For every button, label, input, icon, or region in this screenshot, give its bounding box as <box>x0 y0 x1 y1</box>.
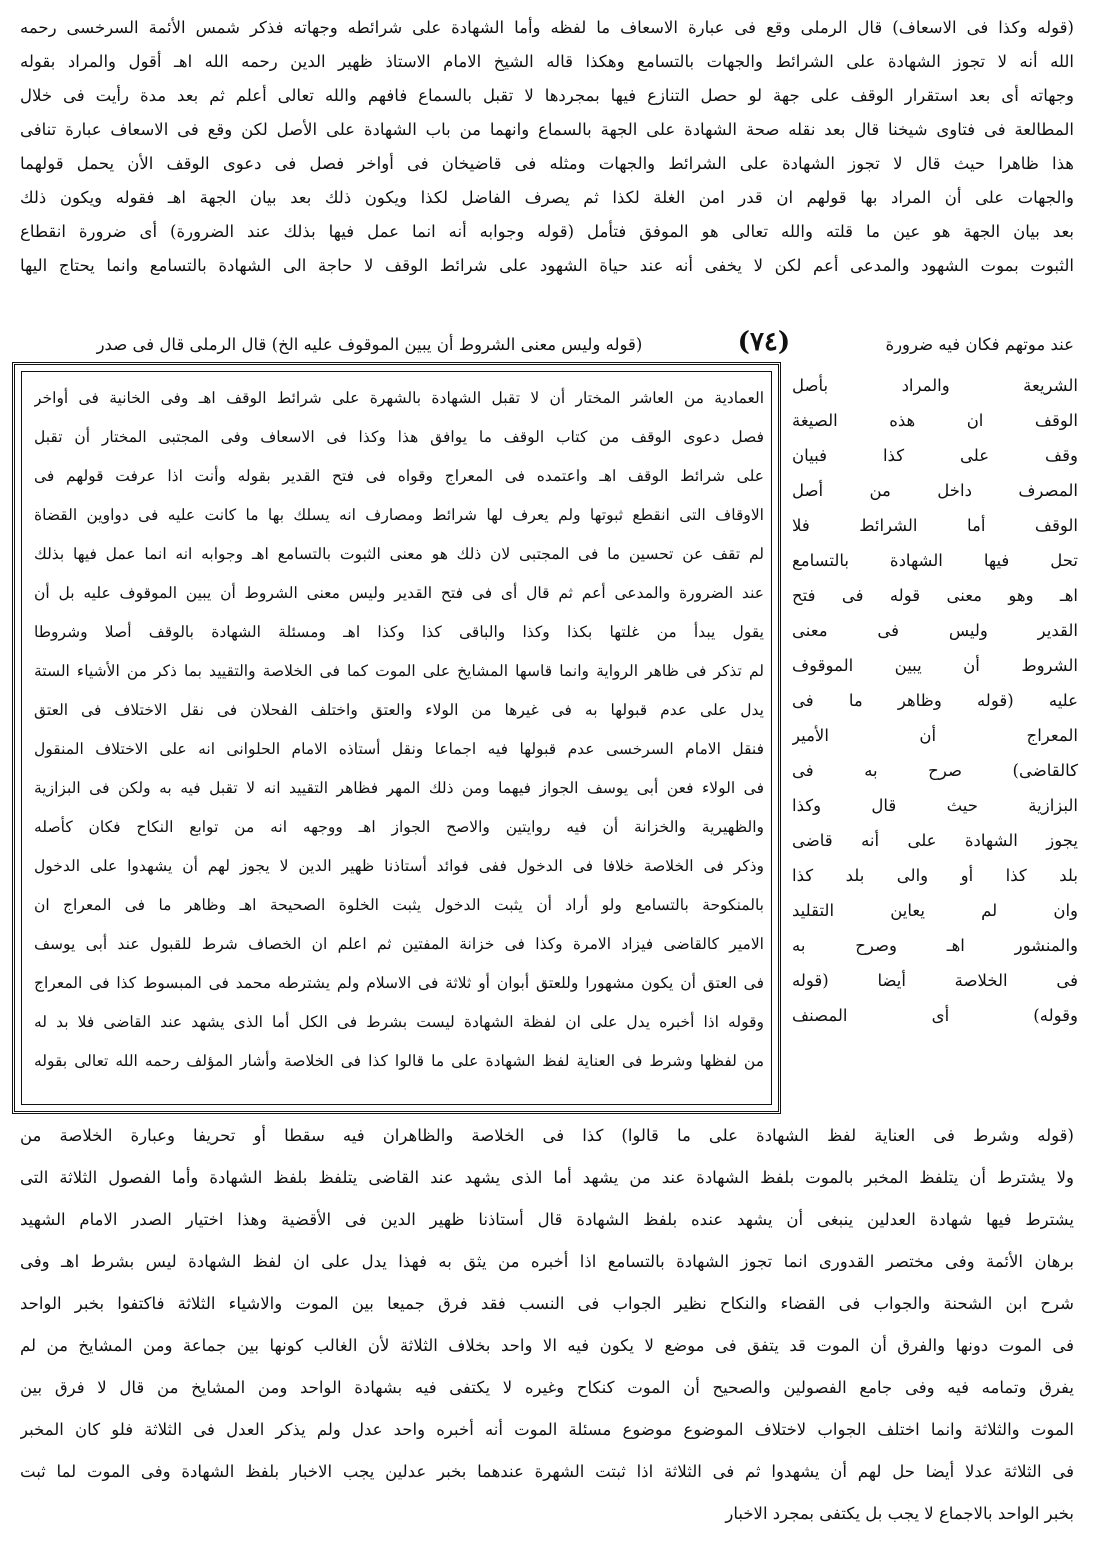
side-line: الوقف ان هذه الصيغة <box>792 411 1078 430</box>
top-line: بعد بيان الجهة هو عين ما قلته والله تعالى هو الموفق فتأمل (قوله وجوابه أنه انما عمل فيها بذلك عند الضرورة) أى ضرورة انقطاع <box>20 222 1074 241</box>
side-line: عليه (قوله وظاهر ما فى <box>792 691 1078 710</box>
side-line: كالقاضى) صرح به فى <box>792 761 1078 780</box>
bottom-line: يفرق وتمامه فيه وفى جامع الفصولين والصحيح أن الموت كنكاح وغيره لا يكتفى فيه بشهادة الواحد ومن المشايخ من قال لا فرق بين <box>20 1378 1074 1397</box>
main-text-box <box>12 362 781 1114</box>
top-line: والجهات على أن المراد بها قولهم ان قدر امن الغلة لكذا ثم يصرف الفاضل لكذا ويكون ذلك بعد بيان الجهة اهـ فقوله ويكون ذلك <box>20 188 1074 207</box>
bottom-line: الموت والثلاثة وانما اختلف الجواب لاختلاف الموضوع موضوع مسئلة الموت أنه أخبره واحد عدل ولم يذكر العدل فى الثلاثة فلو كان المخبر <box>20 1420 1074 1439</box>
side-line: تحل فيها الشهادة بالتسامع <box>792 551 1078 570</box>
box-line: وذكر فى الخلاصة خلافا فى الدخول ففى فوائد أستاذنا ظهير الدين لا يجوز لهم أن يشهدوا على الدخول <box>34 857 764 875</box>
side-margin-commentary <box>792 370 1078 1120</box>
box-line: بالمنكوحة بالتسامع ولو أراد أن يثبت الدخول يثبت الخلوة الصحيحة اهـ وظاهر ما فى المعراج ان <box>34 896 764 914</box>
box-line: الاوقاف التى انقطع ثبوتها ولم يعرف لها شرائط ومصارف انه يسلك بها ما كانت عليه فى دواوين القضاة <box>34 506 764 524</box>
bottom-line: بخبر الواحد بالاجماع لا يجب بل يكتفى بمجرد الاخبار <box>725 1504 1074 1523</box>
bottom-line: فى الثلاثة عدلا أيضا حل لهم أن يشهدوا ثم فى الثلاثة اذا ثبتت الشهرة عندهما بخبر عدلين يجب الاخبار بلفظ الشهادة وفى الموت لما ثبت <box>20 1462 1074 1481</box>
box-line: يدل على عدم قبولها به فى غيرها من الولاء والعتق واختلف الفحلان فى نقل الاختلاف فى العتق <box>34 701 764 719</box>
box-line: لم تقف عن تحسين ما فى المجتبى لان ذلك هو معنى الثبوت بالتسامع اهـ وجوابه انه انما عمل فيها بذلك <box>34 545 764 563</box>
top-line: وجهاته أى بعد استقرار الوقف على جهة لو حصل التنازع فيها بمجردها لا تقبل بالسماع فافهم والله تعالى أعلم ثم بعد مدة رأيت فى خلال <box>20 86 1074 105</box>
bottom-line: شرح ابن الشحنة والجواب فى القضاء والنكاح نظير الجواب فى النسب فقد فرق جميعا بين الموت والاشياء الثلاثة فاكتفوا بخبر الواحد <box>20 1294 1074 1313</box>
page-number: (٧٤) <box>737 327 791 357</box>
side-line: اهـ وهو معنى قوله فى فتح <box>792 586 1078 605</box>
side-line: وان لم يعاين التقليد <box>792 901 1078 920</box>
top-line-with-page-number <box>20 326 1074 358</box>
box-line: وقوله اذا أخبره يدل على ان لفظة الشهادة ليست بشرط فى الكل أما الذى يشهد عند القاضى فلا بد له <box>34 1013 764 1031</box>
box-line: والظهيرية والخزانة أن فيه روايتين والاصح الجواز اهـ ووجهه انه من توابع النكاح فكان كأصله <box>34 818 764 836</box>
box-line: فنقل الامام السرخسى عدم قبولها فيه اجماعا ونقل أستاذه الامام الحلوانى انه على الاختلاف المنقول <box>34 740 764 758</box>
bottom-line: برهان الأئمة وفى مختصر القدورى انما تجوز الشهادة بالتسامع اذا أخبره من يثق به فهذا يدل على ان لفظ الشهادة ليس بشرط اهـ وفى <box>20 1252 1074 1271</box>
bottom-line: ولا يشترط أن يتلفظ المخبر بالموت بلفظ الشهادة عند من يشهد أما الذى يشهد عند القاضى يتلفظ بلفظ الشهادة وأما الفصول الثلاثة التى <box>20 1168 1074 1187</box>
side-line: البزازية حيث قال وكذا <box>792 796 1078 815</box>
box-line: الامير كالقاضى فيزاد الامرة وكذا فى خزانة المفتين ثم اعلم ان الخصاف شرط للقبول عند أبى يوسف <box>34 935 764 953</box>
box-line: فصل دعوى الوقف من كتاب الوقف ما يوافق هذا وكذا فى الاسعاف وفى المجتبى المختار أن تقبل <box>34 428 764 446</box>
box-line: فى العتق أن يكون مشهورا وللعتق أبوان أو ثلاثة فى الاسلام ولم يشترطه محمد فى المبسوط كذا فى المعراج <box>34 974 764 992</box>
bottom-line: فى الموت دونها والفرق أن الموت قد يتفق فى موضع لا يكون فيه الا واحد بخلاف الثلاثة لأن الغالب كونها بين جماعة ومن المشايخ من لم <box>20 1336 1074 1355</box>
side-line: المصرف داخل من أصل <box>792 481 1078 500</box>
box-line: على شرائط الوقف اهـ واعتمده فى المعراج وقواه فى فتح القدير بقوله وأنت اذا عرفت قولهم فى <box>34 467 764 485</box>
bottom-line: (قوله وشرط فى العناية لفظ الشهادة على ما قالوا) كذا فى الخلاصة والظاهران فيه سقطا أو تحريفا وعبارة الخلاصة من <box>20 1126 1074 1145</box>
side-line: وقف على كذا فبيان <box>792 446 1078 465</box>
side-line: الشريعة والمراد بأصل <box>792 376 1078 395</box>
box-line: يقول يبدأ من غلتها بكذا وكذا والباقى كذا وكذا اهـ ومسئلة الشهادة بالوقف أصلا وشروطا <box>34 623 764 641</box>
top-line: الثبوت بموت الشهود والمدعى أعم لكن لا يخفى أنه عند حياة الشهود على شرائط الوقف لا حاجة الى الشهادة بالتسامع وانما يحتاج اليها <box>20 256 1074 275</box>
top-line: عند موتهم فكان فيه ضرورة <box>885 335 1074 354</box>
bottom-line: يشترط فيها شهادة العدلين ينبغى أن يشهد عنده بلفظ الشهادة قال أستاذنا ظهير الدين فى الأقضية وهذا اختيار الصدر الامام الشهيد <box>20 1210 1074 1229</box>
side-line: الوقف أما الشرائط فلا <box>792 516 1078 535</box>
box-line: لم تذكر فى ظاهر الرواية وانما قاسها المشايخ على الموت كما فى الخلاصة والتقييد بما ذكر من الأشياء الستة <box>34 662 764 680</box>
side-line: والمنشور اهـ وصرح به <box>792 936 1078 955</box>
box-line: عند الضرورة والمدعى أعم ثم قال أى فى فتح القدير وليس معنى الشروط أن يبين الموقوف عليه بل أن <box>34 584 764 602</box>
box-line: من لفظها وشرط فى العناية لفظ الشهادة على ما قالوا كذا فى الخلاصة وأشار المؤلف رحمه الله تعالى بقوله <box>34 1052 764 1070</box>
side-line: يجوز الشهادة على أنه قاضى <box>792 831 1078 850</box>
side-line: وقوله) أى المصنف <box>792 1006 1078 1025</box>
side-line: فى الخلاصة أيضا (قوله <box>792 971 1078 990</box>
top-line: (قوله وكذا فى الاسعاف) قال الرملى وقع فى عبارة الاسعاف ما لفظه وأما الشهادة على شرائطه وجهاته فذكر شمس الأئمة السرخسى رحمه <box>20 18 1074 37</box>
top-line: المطالعة فى فتاوى شيخنا قال بعد نقله صحة الشهادة على الجهة بالسماع وانهما من باب الشهادة على الأصل لكن وقع فى الاسعاف عبارة تنافى <box>20 120 1074 139</box>
side-line: بلد كذا أو والى بلد كذا <box>792 866 1078 885</box>
box-line: العمادية من العاشر المختار أن لا تقبل الشهادة بالشهرة على شرائط الوقف اهـ وفى الخانية فى أواخر <box>34 389 764 407</box>
box-line: فى الولاء فعن أبى يوسف الجواز فيهما ومن ذلك المهر فظاهر التقييد انه لا تقبل فيه به ولكن فى البزازية <box>34 779 764 797</box>
top-line: الله أنه لا تجوز الشهادة على الشرائط والجهات بالتسامع وهكذا قاله الشيخ الامام الاستاذ ظهير الدين رحمه الله اهـ أقول والمراد بقوله <box>20 52 1074 71</box>
top-line: هذا ظاهرا حيث قال لا تجوز الشهادة على الشرائط والجهات ومثله فى قاضيخان فى أواخر فصل فى دعوى الوقف الأن يحمل قولهما <box>20 154 1074 173</box>
side-line: الشروط أن يبين الموقوف <box>792 656 1078 675</box>
top-line: (قوله وليس معنى الشروط أن يبين الموقوف عليه الخ) قال الرملى قال فى صدر <box>96 335 643 354</box>
side-line: القدير وليس فى معنى <box>792 621 1078 640</box>
side-line: المعراج أن الأمير <box>792 726 1078 745</box>
